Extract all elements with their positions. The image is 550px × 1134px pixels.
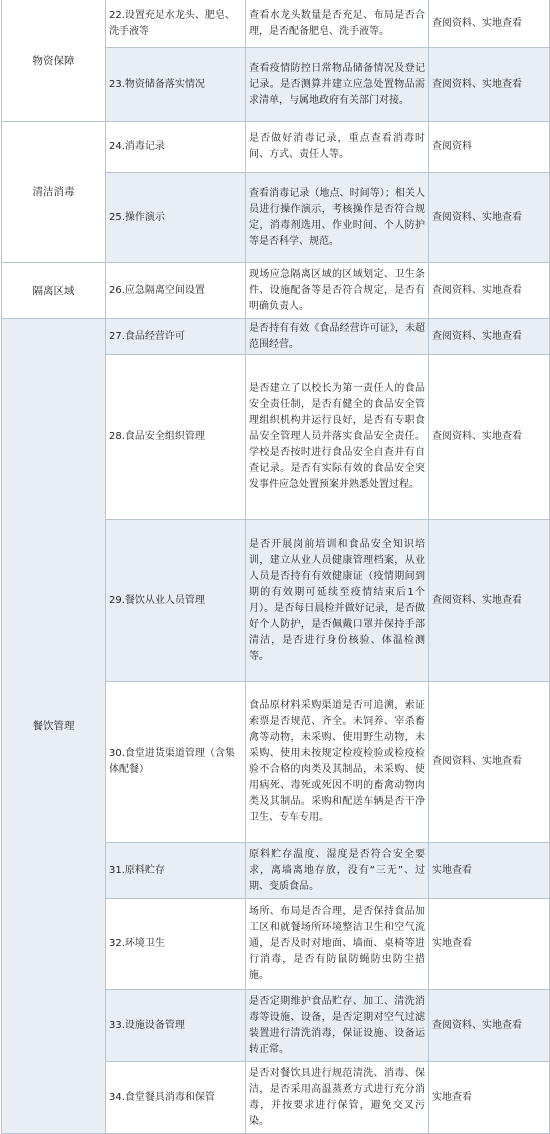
item-cell: 24.消毒记录 [106, 122, 246, 173]
content-cell: 是否建立了以校长为第一责任人的食品安全责任制，是否有健全的食品安全管理组织机构并运行良好，是否有专职食品安全管理人员并落实食品安全责任。学校是否按时进行食品安全自查并有自查记录。是否有实际有效的食品安全突发事件应急处置预案并熟悉处置过程。 [246, 355, 429, 520]
method-cell: 实地查看 [429, 1062, 550, 1134]
item-cell: 31.原料贮存 [106, 843, 246, 899]
content-cell: 食品原材料采购渠道是否可追溯，索证索票是否规范、齐全。未饲养、宰杀畜禽等动物，未采购、使用野生动物，未采购、使用未按规定检疫检验或检疫检验不合格的肉类及其制品，未采购、使用病死、毒死或死因不明的畜禽动物肉类及其制品。采购和配送车辆是否干净卫生、专车专用。 [246, 682, 429, 843]
method-cell: 查阅资料、实地查看 [429, 355, 550, 520]
category-isolation: 隔离区域 [2, 263, 106, 319]
method-cell: 查阅资料、实地查看 [429, 263, 550, 319]
method-cell: 查阅资料、实地查看 [429, 319, 550, 355]
table-row [2, 263, 550, 319]
method-cell: 查阅资料 [429, 122, 550, 173]
category-cleaning: 清洁消毒 [2, 122, 106, 263]
item-cell: 32.环境卫生 [106, 899, 246, 990]
category-catering: 餐饮管理 [2, 319, 106, 1134]
category-supplies: 物资保障 [2, 0, 106, 122]
method-cell: 实地查看 [429, 843, 550, 899]
method-cell: 实地查看 [429, 899, 550, 990]
item-cell: 25.操作演示 [106, 173, 246, 263]
method-cell: 查阅资料、实地查看 [429, 0, 550, 48]
method-cell: 查阅资料、实地查看 [429, 520, 550, 682]
content-cell: 查看消毒记录（地点、时间等）；相关人员进行操作演示，考核操作是否符合规定，消毒剂选用、作业时间、个人防护等是否科学、规范。 [246, 173, 429, 263]
item-cell: 26.应急隔离空间设置 [106, 263, 246, 319]
table-row [2, 319, 550, 355]
item-cell: 29.餐饮从业人员管理 [106, 520, 246, 682]
table-row [2, 0, 550, 48]
item-cell: 23.物资储备落实情况 [106, 48, 246, 122]
item-cell: 30.食堂进货渠道管理（含集体配餐） [106, 682, 246, 843]
content-cell: 是否做好消毒记录，重点查看消毒时间、方式、责任人等。 [246, 122, 429, 173]
content-cell: 原料贮存温度、湿度是否符合安全要求，离墙离地存放，没有“三无”、过期、变质食品。 [246, 843, 429, 899]
content-cell: 场所、布局是否合理，是否保持食品加工区和就餐场所环境整洁卫生和空气流通，是否及时对地面、墙面、桌椅等进行消毒，是否有防鼠防蝇防虫防尘措施。 [246, 899, 429, 990]
item-cell: 34.食堂餐具消毒和保管 [106, 1062, 246, 1134]
method-cell: 查阅资料、实地查看 [429, 990, 550, 1062]
content-cell: 现场应急隔离区域的区域划定、卫生条件、设施配备等是否符合规定，是否有明确负责人。 [246, 263, 429, 319]
table-row [2, 122, 550, 173]
item-cell: 28.食品安全组织管理 [106, 355, 246, 520]
content-cell: 是否定期维护食品贮存、加工、清洗消毒等设施、设备，是否定期对空气过滤装置进行清洗消毒，保证设施、设备运转正常。 [246, 990, 429, 1062]
content-cell: 查看水龙头数量是否充足、布局是否合理，是否配备肥皂、洗手液等。 [246, 0, 429, 48]
item-cell: 22.设置充足水龙头、肥皂、洗手液等 [106, 0, 246, 48]
content-cell: 是否持有有效《食品经营许可证》，未超范围经营。 [246, 319, 429, 355]
item-cell: 27.食品经营许可 [106, 319, 246, 355]
content-cell: 是否对餐饮具进行规范清洗、消毒、保洁，是否采用高温蒸煮方式进行充分消毒，并按要求进行保管，避免交叉污染。 [246, 1062, 429, 1134]
item-cell: 33.设施设备管理 [106, 990, 246, 1062]
content-cell: 是否开展岗前培训和食品安全知识培训，建立从业人员健康管理档案，从业人员是否持有有效健康证（疫情期间到期的有效期可延续至疫情结束后1个月）。是否每日晨检并做好记录，是否做好个人防护，是否佩戴口罩并保持手部清洁，是否进行身份核验、体温检测等。 [246, 520, 429, 682]
method-cell: 查阅资料、实地查看 [429, 173, 550, 263]
method-cell: 查阅资料、实地查看 [429, 48, 550, 122]
method-cell: 查阅资料、实地查看 [429, 682, 550, 843]
inspection-table [1, 0, 550, 1134]
content-cell: 查看疫情防控日常物品储备情况及登记记录。是否测算并建立应急处置物品需求清单，与属地政府有关部门对接。 [246, 48, 429, 122]
